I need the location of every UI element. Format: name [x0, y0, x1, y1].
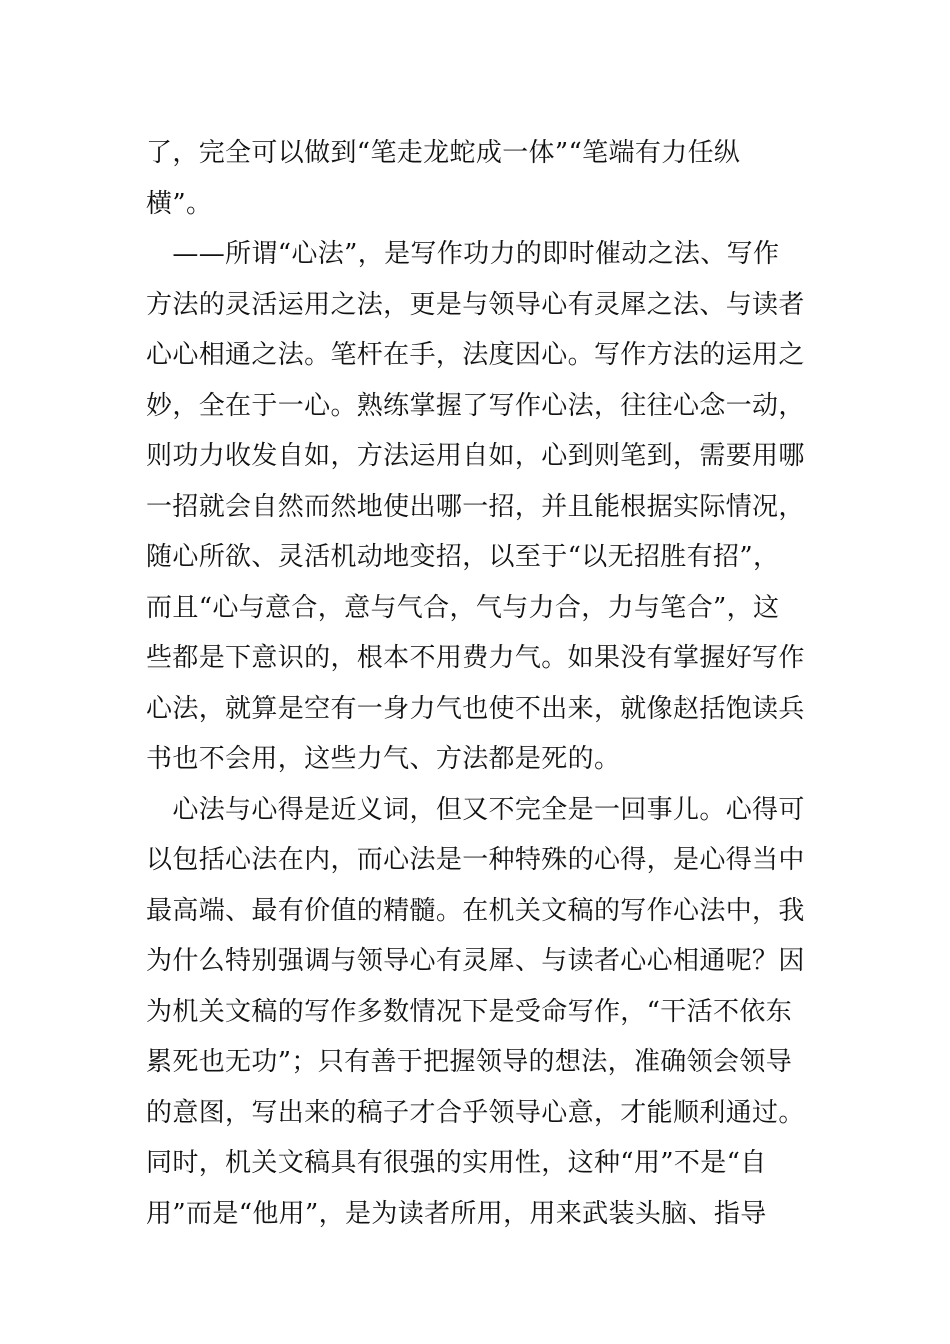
text-line: 随心所欲、灵活机动地变招，以至于“以无招胜有招”， — [146, 542, 780, 572]
text-line: 妙，全在于一心。熟练掌握了写作心法，往往心念一动， — [146, 390, 805, 421]
text-line: 了，完全可以做到“笔走龙蛇成一体”“笔端有力任纵 — [146, 138, 741, 168]
text-line: 心法，就算是空有一身力气也使不出来，就像赵括饱读兵 — [146, 693, 805, 724]
text-line: 书也不会用，这些力气、方法都是死的。 — [146, 744, 621, 774]
text-line: 为机关文稿的写作多数情况下是受命写作，“干活不依东 — [146, 996, 793, 1027]
text-line: 而且“心与意合，意与气合，气与力合，力与笔合”，这 — [146, 592, 780, 623]
text-line: 以包括心法在内，而心法是一种特殊的心得，是心得当中 — [146, 845, 805, 875]
text-line: 用”而是“他用”，是为读者所用，用来武装头脑、指导 — [146, 1198, 767, 1229]
text-line: 的意图，写出来的稿子才合乎领导心意，才能顺利通过。 — [146, 1097, 805, 1128]
text-line: 最高端、最有价值的精髓。在机关文稿的写作心法中，我 — [146, 895, 805, 926]
text-line: 方法的灵活运用之法，更是与领导心有灵犀之法、与读者 — [146, 289, 805, 320]
text-line: 为什么特别强调与领导心有灵犀、与读者心心相通呢？因 — [146, 946, 805, 976]
text-line: 横”。 — [146, 188, 213, 219]
paragraph — [146, 785, 810, 1240]
text-line: 些都是下意识的，根本不用费力气。如果没有掌握好写作 — [146, 643, 805, 673]
text-line: 心心相通之法。笔杆在手，法度因心。写作方法的运用之 — [146, 340, 805, 370]
text-line: ——所谓“心法”，是写作功力的即时催动之法、写作 — [146, 239, 780, 269]
text-line: 累死也无功”；只有善于把握领导的想法，准确领会领导 — [146, 1047, 793, 1077]
paragraph — [146, 128, 810, 229]
paragraph — [146, 229, 810, 785]
text-line: 一招就会自然而然地使出哪一招，并且能根据实际情况， — [146, 491, 805, 522]
text-line: 则功力收发自如，方法运用自如，心到则笔到，需要用哪 — [146, 441, 805, 471]
text-line: 心法与心得是近义词，但又不完全是一回事儿。心得可 — [146, 794, 805, 825]
body-text — [146, 128, 810, 1239]
text-line: 同时，机关文稿具有很强的实用性，这种“用”不是“自 — [146, 1148, 767, 1178]
